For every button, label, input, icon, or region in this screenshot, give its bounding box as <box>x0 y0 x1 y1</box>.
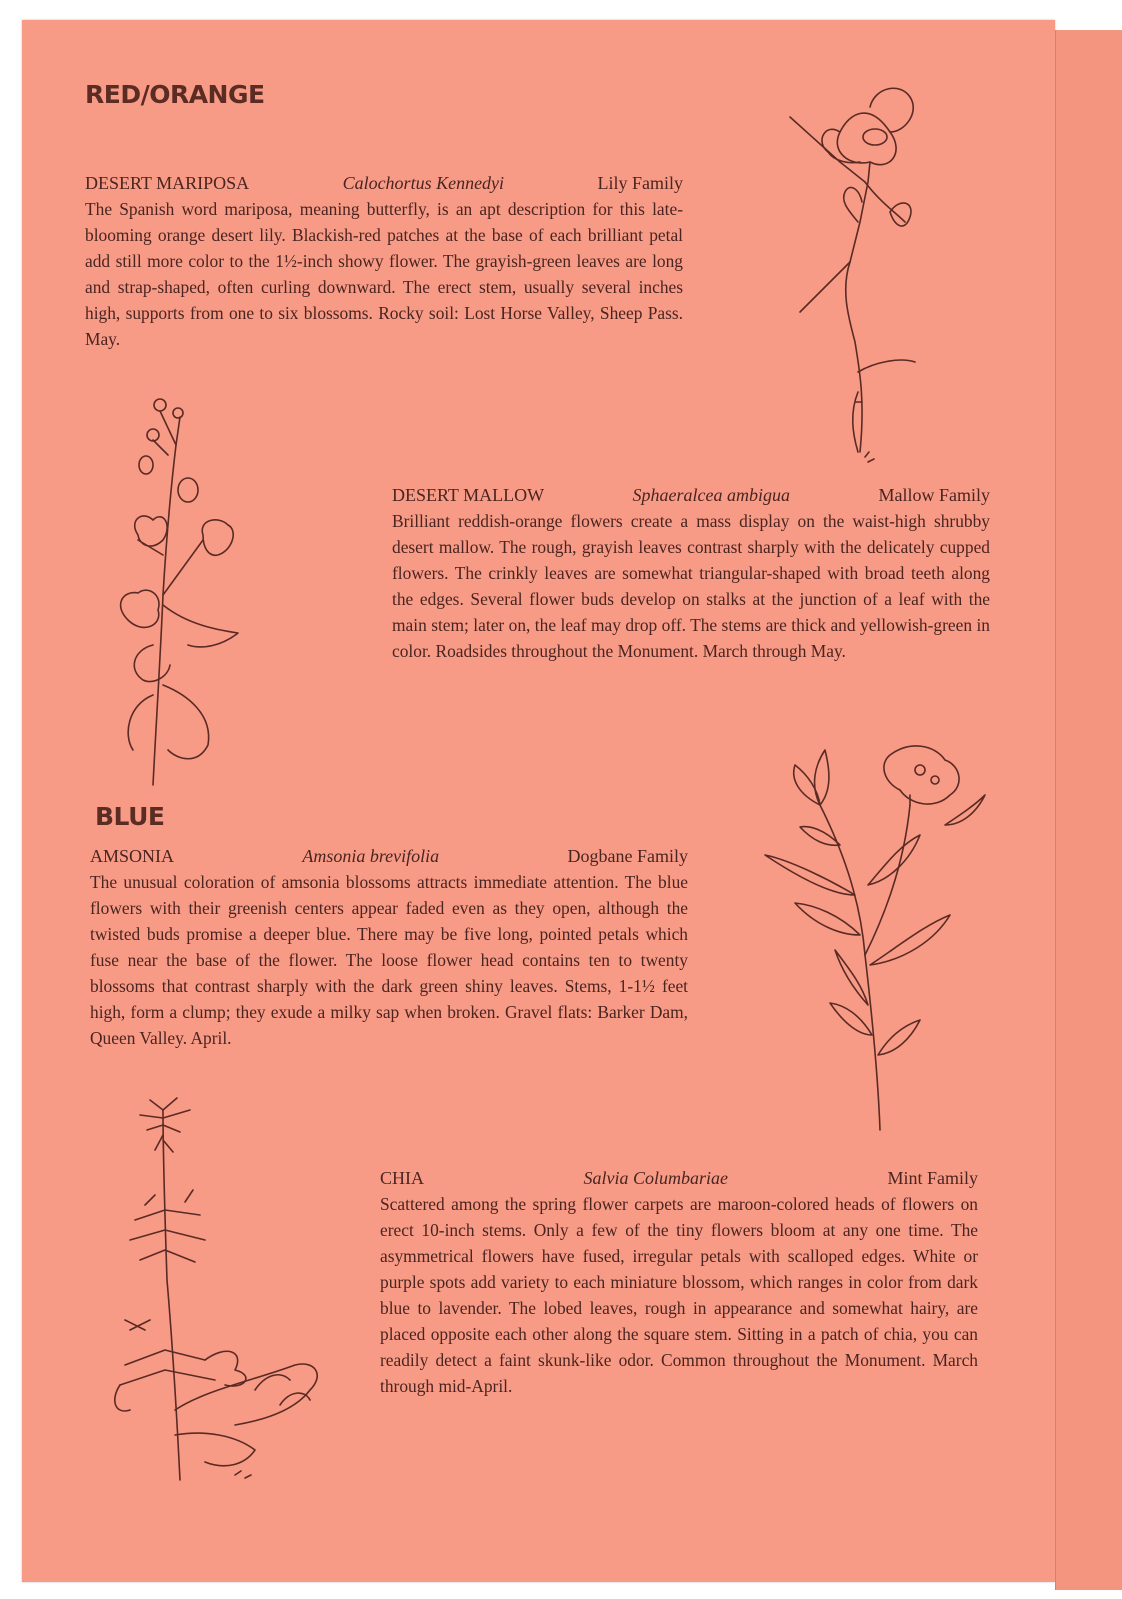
common-name: DESERT MARIPOSA <box>85 173 250 193</box>
scientific-name: Salvia Columbariae <box>583 1168 728 1188</box>
section-heading-blue: BLUE <box>95 802 165 831</box>
family-name: Lily Family <box>597 173 683 193</box>
scientific-name: Sphaeralcea ambigua <box>632 485 791 505</box>
description: Scattered among the spring flower carpets are maroon-colored heads of flowers on erect 10-inch stems. Only a few of the tiny flowers bloom at any one time. The asymmetrical flowers have fused, irregular petals with scalloped edges. White or purple spots add variety to each miniature blossom, which ranges in color from dark blue to lavender. The lobed leaves, rough in appearance and somewhat hairy, are placed opposite each other along the square stem. Sitting in a patch of chia, you can readily detect a faint skunk-like odor. Common throughout the Monument. March through mid-April. <box>380 1194 978 1396</box>
description: Brilliant reddish-orange flowers create a mass display on the waist-high shrubby desert mallow. The rough, grayish leaves contrast sharply with the delicately cupped flowers. The crinkly leaves are somewhat triangular-shaped with broad teeth along the edges. Several flower buds develop on stalks at the junction of a leaf with the main stem; later on, the leaf may drop off. The stems are thick and yellowish-green in color. Roadsides throughout the Monument. March through May. <box>392 511 990 661</box>
desert-mallow-drawing <box>108 395 258 790</box>
next-page-edge <box>1055 30 1122 1590</box>
amsonia-drawing <box>760 735 995 1135</box>
entry-header <box>85 170 683 196</box>
entry-header <box>392 482 990 508</box>
common-name: AMSONIA <box>90 846 175 866</box>
entry-header <box>90 843 688 869</box>
entry-desert-mallow <box>392 482 990 664</box>
entry-header <box>380 1165 978 1191</box>
common-name: CHIA <box>380 1168 424 1188</box>
chia-drawing <box>105 1090 345 1485</box>
entry-amsonia <box>90 843 688 1051</box>
scientific-name: Amsonia brevifolia <box>302 846 440 866</box>
description: The Spanish word mariposa, meaning butterfly, is an apt description for this late-blooming orange desert lily. Blackish-red patches at the base of each brilliant petal add still more color to the 1½-inch showy flower. The grayish-green leaves are long and strap-shaped, often curling downward. The erect stem, usually several inches high, supports from one to six blossoms. Rocky soil: Lost Horse Valley, Sheep Pass. May. <box>85 199 683 349</box>
family-name: Mallow Family <box>878 485 990 505</box>
family-name: Mint Family <box>887 1168 978 1188</box>
scientific-name: Calochortus Kennedyi <box>342 173 505 193</box>
entry-desert-mariposa <box>85 170 683 352</box>
common-name: DESERT MALLOW <box>392 485 545 505</box>
mariposa-lily-drawing <box>780 72 940 472</box>
description: The unusual coloration of amsonia blossoms attracts immediate attention. The blue flowers with their greenish centers appear faded even as they open, although the twisted buds promise a deeper blue. There may be five long, pointed petals which fuse near the base of the flower. The loose flower head contains ten to twenty blossoms that contrast sharply with the dark green shiny leaves. Stems, 1-1½ feet high, form a clump; they exude a milky sap when broken. Gravel flats: Barker Dam, Queen Valley. April. <box>90 872 688 1048</box>
section-heading-red-orange: RED/ORANGE <box>85 80 265 109</box>
family-name: Dogbane Family <box>567 846 688 866</box>
entry-chia <box>380 1165 978 1399</box>
